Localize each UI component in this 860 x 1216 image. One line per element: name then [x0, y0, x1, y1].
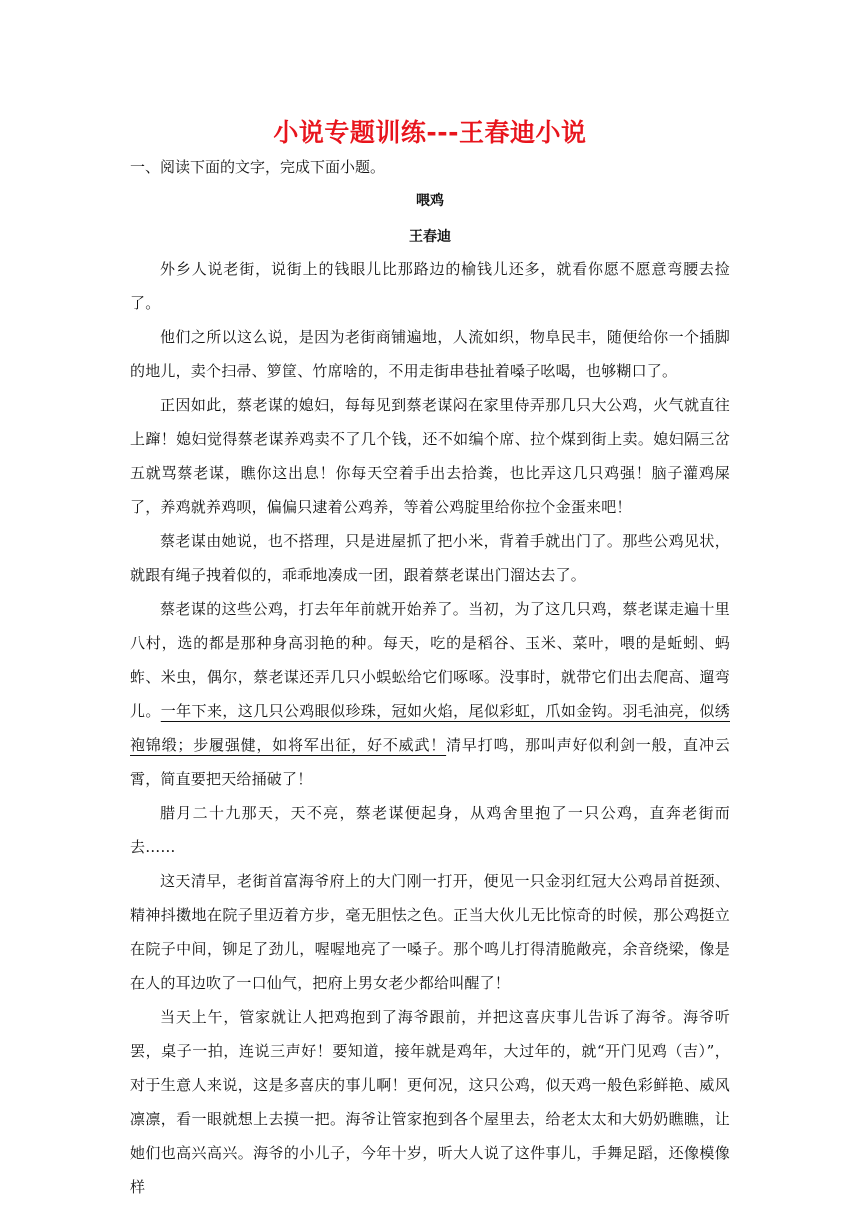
paragraph: 蔡老谋由她说，也不搭理，只是进屋抓了把小米，背着手就出门了。那些公鸡见状，就跟有绳子拽着似的，乖乖地凑成一团，跟着蔡老谋出门溜达去了。	[130, 532, 730, 584]
paragraph: 外乡人说老街，说街上的钱眼儿比那路边的榆钱儿还多，就看你愿不愿意弯腰去捡了。	[130, 260, 730, 312]
paragraph-text-tail: 清早打鸣，那叫声好似利剑一般，直冲云霄，简直要把天给捅破了！	[130, 736, 730, 788]
underlined-sentence: 一年下来，这几只公鸡眼似珍珠，冠如火焰，尾似彩虹，爪如金钩。羽毛油亮，似绣袍锦缎；步履强健，如将军出征，好不威武！	[130, 702, 730, 754]
story-body	[130, 252, 730, 1204]
story-title: 喂鸡	[416, 193, 444, 209]
paragraph: 正因如此，蔡老谋的媳妇，每每见到蔡老谋闷在家里侍弄那几只大公鸡，火气就直往上蹿！媳妇觉得蔡老谋养鸡卖不了几个钱，还不如编个席、拉个煤到街上卖。媳妇隔三岔五就骂蔡老谋，瞧你这出息！你每天空着手出去拾粪，也比弄这几只鸡强！脑子灌鸡屎了，养鸡就养鸡呗，偏偏只逮着公鸡养，等着公鸡腚里给你拉个金蛋来吧！	[130, 396, 730, 516]
paragraph-with-underline	[130, 592, 730, 796]
paragraph: 当天上午，管家就让人把鸡抱到了海爷跟前，并把这喜庆事儿告诉了海爷。海爷听罢，桌子一拍，连说三声好！要知道，接年就是鸡年，大过年的，就“开门见鸡（吉）”，对于生意人来说，这是多喜庆的事儿啊！更何况，这只公鸡，似天鸡一般色彩鲜艳、威风凛凛，看一眼就想上去摸一把。海爷让管家抱到各个屋里去，给老太太和大奶奶瞧瞧，让她们也高兴高兴。海爷的小儿子，今年十岁，听大人说了这件事儿，手舞足蹈，还像模像样	[130, 1008, 730, 1196]
story-author: 王春迪	[409, 229, 451, 245]
paragraph: 腊月二十九那天，天不亮，蔡老谋便起身，从鸡舍里抱了一只公鸡，直奔老街而去……	[130, 804, 730, 856]
question-instruction: 一、阅读下面的文字，完成下面小题。	[130, 158, 386, 176]
paragraph: 这天清早，老街首富海爷府上的大门刚一打开，便见一只金羽红冠大公鸡昂首挺颈、精神抖擞地在院子里迈着方步，毫无胆怯之色。正当大伙儿无比惊奇的时候，那公鸡挺立在院子中间，铆足了劲儿，喔喔地亮了一嗓子。那个鸣儿打得清脆敞亮，余音绕梁，像是在人的耳边吹了一口仙气，把府上男女老少都给叫醒了！	[130, 872, 730, 992]
document-title: 小说专题训练---王春迪小说	[273, 118, 587, 147]
paragraph-text: 蔡老谋的这些公鸡，打去年年前就开始养了。当初，为了这几只鸡，蔡老谋走遍十里八村，选的都是那种身高羽艳的种。每天，吃的是稻谷、玉米、菜叶，喂的是蚯蚓、蚂蚱、米虫，偶尔，蔡老谋还弄几只小蜈蚣给它们啄啄。没事时，就带它们出去爬高、遛弯儿。	[130, 600, 730, 720]
paragraph: 他们之所以这么说，是因为老街商铺遍地，人流如织，物阜民丰，随便给你一个插脚的地儿，卖个扫帚、箩筐、竹席啥的，不用走街串巷扯着嗓子吆喝，也够糊口了。	[130, 328, 730, 380]
